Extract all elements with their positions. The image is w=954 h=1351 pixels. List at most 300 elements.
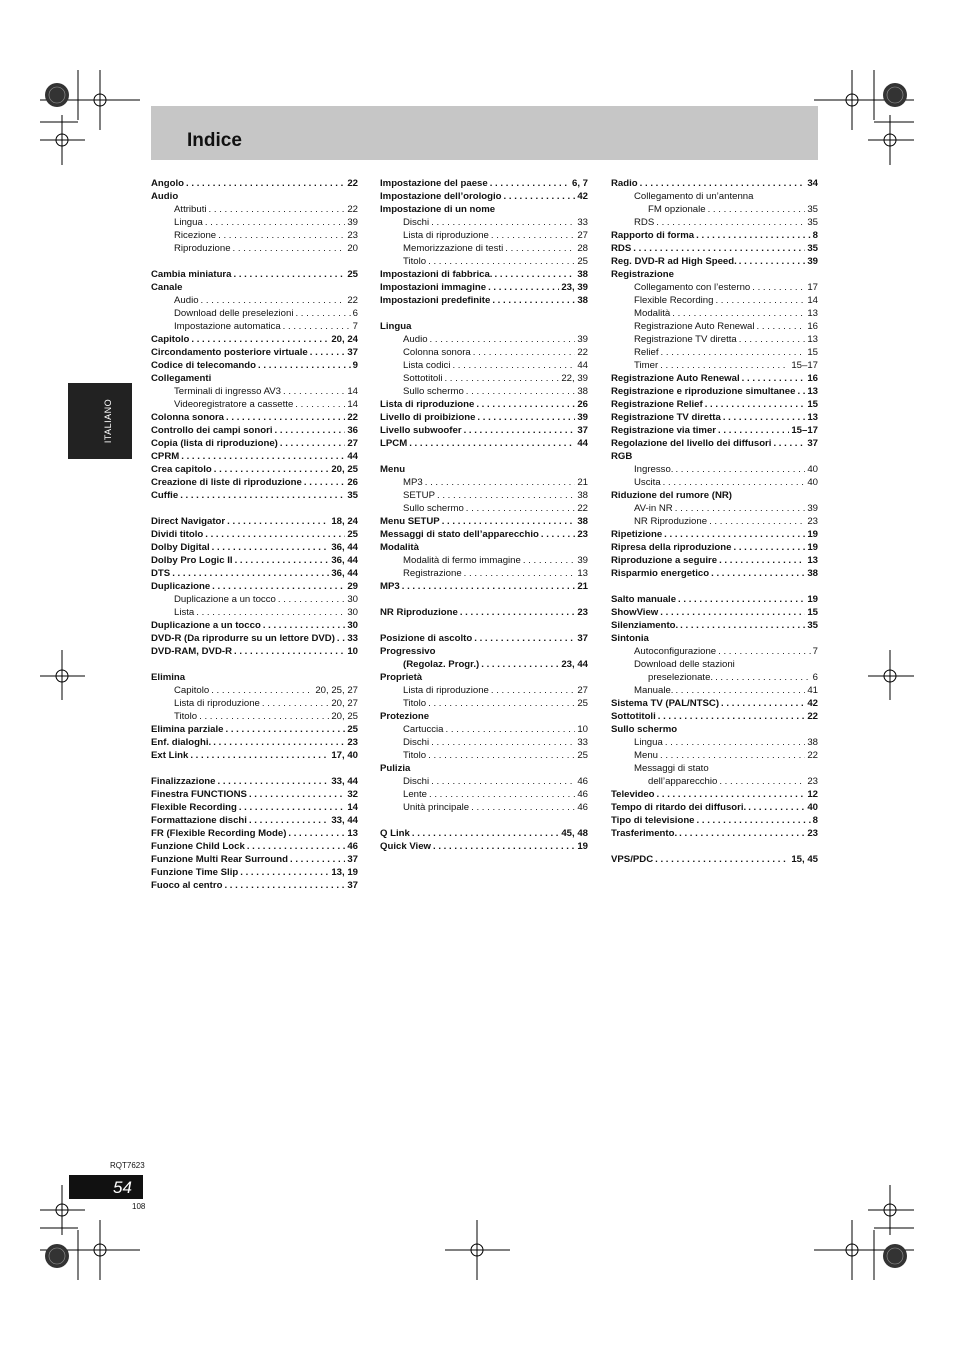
index-subentry [611, 463, 818, 476]
index-entry [151, 190, 358, 203]
dot-leader [471, 801, 575, 814]
index-subentry [151, 593, 358, 606]
dot-leader [288, 827, 345, 840]
dot-leader [658, 710, 806, 723]
index-entry [611, 255, 818, 268]
dot-leader [295, 398, 345, 411]
dot-leader [640, 177, 806, 190]
entry-term: Manuale. [634, 685, 674, 696]
entry-pages: 33 [577, 217, 588, 228]
entry-term: Trasferimento. [611, 828, 678, 839]
index-subentry [151, 229, 358, 242]
dot-leader [742, 372, 806, 385]
entry-pages: 21 [577, 477, 588, 488]
index-entry [611, 541, 818, 554]
entry-pages: 38 [577, 295, 588, 306]
index-entry [151, 450, 358, 463]
entry-pages: 23, 39 [561, 282, 588, 293]
entry-term: Memorizzazione di testi [403, 243, 504, 254]
index-entry [611, 801, 818, 814]
index-entry [380, 645, 588, 658]
entry-term: Salto manuale [611, 594, 677, 605]
dot-leader [664, 528, 805, 541]
index-entry [151, 476, 358, 489]
dot-leader [446, 723, 576, 736]
dot-leader [797, 385, 805, 398]
entry-pages: 7 [812, 646, 818, 657]
entry-term: Duplicazione [151, 581, 211, 592]
entry-pages: 38 [807, 737, 818, 748]
entry-term: Quick View [380, 841, 432, 852]
entry-gap [380, 307, 588, 320]
index-entry [380, 268, 588, 281]
entry-gap [151, 502, 358, 515]
entry-term: Attributi [174, 204, 207, 215]
entry-term: Autoconfigurazione [634, 646, 717, 657]
entry-term: DVD-R (Da riprodurre su un lettore DVD) [151, 633, 335, 644]
dot-leader [460, 606, 576, 619]
index-entry [611, 619, 818, 632]
entry-pages: 37 [347, 880, 358, 891]
entry-term: FM opzionale [648, 204, 706, 215]
entry-term: Capitolo [174, 685, 210, 696]
index-subentry [611, 736, 818, 749]
index-entry [380, 528, 588, 541]
entry-term: Duplicazione a un tocco [151, 620, 261, 631]
index-subentry [611, 333, 818, 346]
entry-pages: 20, 25 [331, 464, 358, 475]
index-entry [611, 268, 818, 281]
entry-pages: 15 [807, 607, 818, 618]
index-entry [151, 619, 358, 632]
index-entry [151, 333, 358, 346]
entry-term: Lingua [174, 217, 203, 228]
index-entry [151, 515, 358, 528]
entry-term: Crea capitolo [151, 464, 212, 475]
dot-leader [212, 541, 330, 554]
index-entry [151, 554, 358, 567]
entry-term: Ext Link [151, 750, 189, 761]
index-subentry [380, 736, 588, 749]
entry-pages: 38 [577, 269, 588, 280]
index-subentry [611, 645, 818, 658]
entry-term: Unità principale [403, 802, 470, 813]
entry-term: Radio [611, 178, 638, 189]
entry-pages: 32 [347, 789, 358, 800]
index-entry [611, 424, 818, 437]
dot-leader [409, 437, 575, 450]
entry-term: Lista [174, 607, 195, 618]
index-entry [151, 879, 358, 892]
index-entry [611, 242, 818, 255]
entry-term: Dischi [403, 737, 430, 748]
dot-leader [477, 411, 575, 424]
dot-leader [476, 398, 575, 411]
entry-term: (Regolaz. Progr.) [403, 659, 480, 670]
index-entry [151, 177, 358, 190]
dot-leader [337, 632, 345, 645]
index-entry [151, 372, 358, 385]
index-subentry [380, 255, 588, 268]
index-entry [151, 736, 358, 749]
entry-pages: 36, 44 [331, 568, 358, 579]
index-entry [611, 593, 818, 606]
entry-pages: 41 [807, 685, 818, 696]
entry-term: Titolo [403, 256, 427, 267]
entry-term: Lista di riproduzione [174, 698, 260, 709]
dot-leader [295, 307, 350, 320]
dot-leader [675, 684, 805, 697]
entry-term: Menu [634, 750, 658, 761]
index-entry [151, 268, 358, 281]
index-entry [151, 801, 358, 814]
entry-term: Sottotitoli [611, 711, 656, 722]
index-subentry [151, 294, 358, 307]
entry-pages: 14 [347, 399, 358, 410]
entry-term: Riproduzione a seguire [611, 555, 718, 566]
entry-term: Download delle preselezioni [174, 308, 294, 319]
index-subentry [151, 398, 358, 411]
entry-term: Lista di riproduzione [403, 685, 489, 696]
entry-term: AV-in NR [634, 503, 673, 514]
index-entry [151, 424, 358, 437]
entry-term: Registrazione [611, 269, 674, 280]
dot-leader [752, 281, 805, 294]
entry-pages: 42 [577, 191, 588, 202]
entry-pages: 23 [807, 828, 818, 839]
index-entry [380, 320, 588, 333]
dot-leader [718, 424, 789, 437]
dot-leader [431, 736, 575, 749]
index-subentry [380, 788, 588, 801]
index-entry [380, 190, 588, 203]
dot-leader [214, 463, 330, 476]
index-subentry [611, 515, 818, 528]
entry-pages: 7 [352, 321, 358, 332]
dot-leader [490, 177, 570, 190]
entry-pages: 33 [577, 737, 588, 748]
dot-leader [660, 749, 805, 762]
entry-pages: 22 [577, 503, 588, 514]
entry-pages: 20, 25, 27 [315, 685, 358, 696]
entry-pages: 30 [347, 620, 358, 631]
entry-pages: 8 [812, 815, 818, 826]
entry-pages: 33 [347, 633, 358, 644]
entry-pages: 22 [807, 750, 818, 761]
entry-term: Enf. dialoghi. [151, 737, 212, 748]
entry-term: Dischi [403, 217, 430, 228]
entry-term: Impostazione del paese [380, 178, 488, 189]
entry-term: Flexible Recording [634, 295, 714, 306]
index-subentry [611, 346, 818, 359]
entry-pages: 44 [577, 360, 588, 371]
entry-pages: 36, 44 [331, 555, 358, 566]
entry-pages: 22, 39 [561, 373, 588, 384]
index-entry [151, 866, 358, 879]
entry-pages: 44 [577, 438, 588, 449]
entry-pages: 13 [807, 334, 818, 345]
index-entry [380, 424, 588, 437]
dot-leader [466, 385, 576, 398]
entry-term: Videoregistratore a cassette [174, 399, 294, 410]
entry-pages: 46 [347, 841, 358, 852]
dot-leader [719, 554, 805, 567]
entry-term: Titolo [174, 711, 198, 722]
dot-leader [235, 554, 330, 567]
index-entry [380, 840, 588, 853]
entry-term: Lingua [634, 737, 663, 748]
entry-term: Codice di telecomando [151, 360, 257, 371]
index-subentry [611, 476, 818, 489]
dot-leader [249, 788, 345, 801]
entry-term: Riproduzione [174, 243, 231, 254]
entry-term: Funzione Time Slip [151, 867, 239, 878]
dot-leader [283, 385, 345, 398]
dot-leader [718, 645, 811, 658]
index-entry [151, 853, 358, 866]
entry-term: Menu [380, 464, 406, 475]
entry-term: Timer [634, 360, 659, 371]
entry-pages: 10 [577, 724, 588, 735]
entry-pages: 33, 44 [331, 815, 358, 826]
page-footer-number: 108 [132, 1202, 146, 1211]
entry-term: Tempo di ritardo dei diffusori. [611, 802, 747, 813]
index-subentry [611, 320, 818, 333]
entry-term: Collegamento con l’esterno [634, 282, 751, 293]
entry-pages: 15 [807, 399, 818, 410]
dot-leader [660, 359, 789, 372]
entry-term: Colonna sonora [403, 347, 471, 358]
entry-pages: 37 [577, 425, 588, 436]
dot-leader [283, 320, 351, 333]
entry-pages: 27 [577, 685, 588, 696]
entry-gap [611, 840, 818, 853]
entry-term: Collegamenti [151, 373, 212, 384]
index-subentry [380, 502, 588, 515]
dot-leader [444, 372, 559, 385]
entry-term: Progressivo [380, 646, 436, 657]
entry-term: Ricezione [174, 230, 217, 241]
entry-pages: 6 [812, 672, 818, 683]
entry-pages: 19 [807, 594, 818, 605]
entry-pages: 23 [807, 776, 818, 787]
index-subentry [380, 372, 588, 385]
index-subentry [611, 281, 818, 294]
dot-leader [679, 827, 805, 840]
entry-pages: 46 [577, 776, 588, 787]
entry-gap [380, 593, 588, 606]
entry-term: Registrazione Auto Renewal [611, 373, 740, 384]
index-subentry [611, 684, 818, 697]
entry-term: Registrazione via timer [611, 425, 717, 436]
dot-leader [191, 333, 329, 346]
index-entry [380, 762, 588, 775]
entry-pages: 13 [347, 828, 358, 839]
entry-term: Sullo schermo [611, 724, 678, 735]
entry-pages: 22 [807, 711, 818, 722]
dot-leader [240, 866, 329, 879]
dot-leader [678, 593, 805, 606]
dot-leader [233, 242, 346, 255]
dot-leader [402, 580, 576, 593]
entry-term: VPS/PDC [611, 854, 654, 865]
entry-pages: 12 [807, 789, 818, 800]
index-entry [151, 840, 358, 853]
index-subentry [380, 567, 588, 580]
index-entry [380, 580, 588, 593]
index-entry [151, 281, 358, 294]
entry-term: RGB [611, 451, 633, 462]
entry-term: dell’apparecchio [648, 776, 718, 787]
index-subentry [380, 723, 588, 736]
dot-leader [211, 684, 313, 697]
index-entry [151, 346, 358, 359]
dot-leader [310, 346, 346, 359]
dot-leader [715, 671, 811, 684]
entry-term: Registrazione TV diretta [611, 412, 721, 423]
index-subentry [380, 489, 588, 502]
dot-leader [425, 476, 576, 489]
entry-pages: 13 [807, 386, 818, 397]
entry-term: Creazione di liste di riproduzione [151, 477, 302, 488]
entry-pages: 27 [577, 230, 588, 241]
dot-leader [227, 515, 329, 528]
entry-term: Impostazione automatica [174, 321, 281, 332]
entry-term: Flexible Recording [151, 802, 237, 813]
dot-leader [474, 632, 575, 645]
entry-term: FR (Flexible Recording Mode) [151, 828, 287, 839]
entry-pages: 28 [577, 243, 588, 254]
entry-pages: 13, 19 [331, 867, 358, 878]
entry-pages: 20, 27 [331, 698, 358, 709]
entry-term: Posizione di ascolto [380, 633, 473, 644]
entry-term: Rapporto di forma [611, 230, 695, 241]
entry-pages: 23 [347, 230, 358, 241]
entry-gap [611, 580, 818, 593]
entry-pages: 15, 45 [791, 854, 818, 865]
index-subentry [611, 294, 818, 307]
dot-leader [675, 463, 805, 476]
entry-pages: 35 [807, 243, 818, 254]
dot-leader [263, 619, 346, 632]
index-subentry [151, 242, 358, 255]
index-entry [611, 853, 818, 866]
dot-leader [504, 190, 576, 203]
index-entry [611, 489, 818, 502]
entry-pages: 18, 24 [331, 516, 358, 527]
entry-term: Menu SETUP [380, 516, 440, 527]
dot-leader [431, 216, 575, 229]
entry-term: Protezione [380, 711, 430, 722]
dot-leader [661, 346, 806, 359]
entry-pages: 23 [577, 529, 588, 540]
dot-leader [665, 736, 806, 749]
entry-term: Fuoco al centro [151, 880, 223, 891]
dot-leader [433, 840, 575, 853]
dot-leader [773, 437, 805, 450]
entry-term: Dolby Digital [151, 542, 210, 553]
index-subentry [151, 385, 358, 398]
dot-leader [428, 697, 575, 710]
index-entry [151, 411, 358, 424]
entry-pages: 6, 7 [571, 178, 588, 189]
index-entry [611, 554, 818, 567]
index-subentry [611, 749, 818, 762]
index-subentry [611, 203, 818, 216]
language-side-tab [68, 383, 132, 459]
index-entry [151, 814, 358, 827]
entry-term: DTS [151, 568, 171, 579]
index-entry [151, 723, 358, 736]
dot-leader [656, 216, 805, 229]
entry-pages: 26 [347, 477, 358, 488]
entry-term: Riduzione del rumore (NR) [611, 490, 732, 501]
dot-leader [205, 528, 345, 541]
index-subentry [380, 658, 588, 671]
dot-leader [226, 411, 345, 424]
entry-term: Collegamento di un’antenna [634, 191, 754, 202]
index-subentry [380, 775, 588, 788]
index-entry [380, 515, 588, 528]
dot-leader [201, 294, 346, 307]
dot-leader [705, 398, 806, 411]
index-entry [611, 528, 818, 541]
index-column-3 [611, 177, 818, 866]
dot-leader [723, 411, 806, 424]
dot-leader [709, 515, 805, 528]
entry-gap [151, 762, 358, 775]
index-entry [151, 489, 358, 502]
index-column-1 [151, 177, 358, 892]
entry-term: Impostazioni di fabbrica. [380, 269, 493, 280]
entry-term: Ripresa della riproduzione [611, 542, 732, 553]
entry-pages: 37 [347, 854, 358, 865]
dot-leader [429, 788, 575, 801]
dot-leader [660, 606, 805, 619]
entry-pages: 38 [807, 568, 818, 579]
dot-leader [172, 567, 329, 580]
entry-pages: 33, 44 [331, 776, 358, 787]
entry-pages: 16 [807, 373, 818, 384]
entry-term: Messaggi di stato [634, 763, 709, 774]
index-subentry [380, 554, 588, 567]
entry-pages: 14 [347, 386, 358, 397]
index-entry [380, 463, 588, 476]
entry-gap [380, 814, 588, 827]
entry-term: Reg. DVD-R ad High Speed. [611, 256, 737, 267]
dot-leader [437, 489, 575, 502]
entry-term: Modalità di fermo immagine [403, 555, 521, 566]
entry-pages: 15–17 [791, 425, 818, 436]
entry-pages: 16 [807, 321, 818, 332]
entry-pages: 36 [347, 425, 358, 436]
dot-leader [186, 177, 345, 190]
entry-pages: 20, 24 [331, 334, 358, 345]
index-entry [611, 788, 818, 801]
dot-leader [464, 424, 576, 437]
entry-pages: 39 [807, 256, 818, 267]
index-subentry [380, 216, 588, 229]
dot-leader [428, 749, 575, 762]
title-banner [151, 106, 818, 160]
dot-leader [494, 268, 575, 281]
entry-term: Lista di riproduzione [403, 230, 489, 241]
entry-pages: 14 [807, 295, 818, 306]
entry-pages: 42 [807, 698, 818, 709]
entry-term: NR Riproduzione [634, 516, 708, 527]
entry-pages: 29 [347, 581, 358, 592]
entry-term: Sullo schermo [403, 386, 464, 397]
